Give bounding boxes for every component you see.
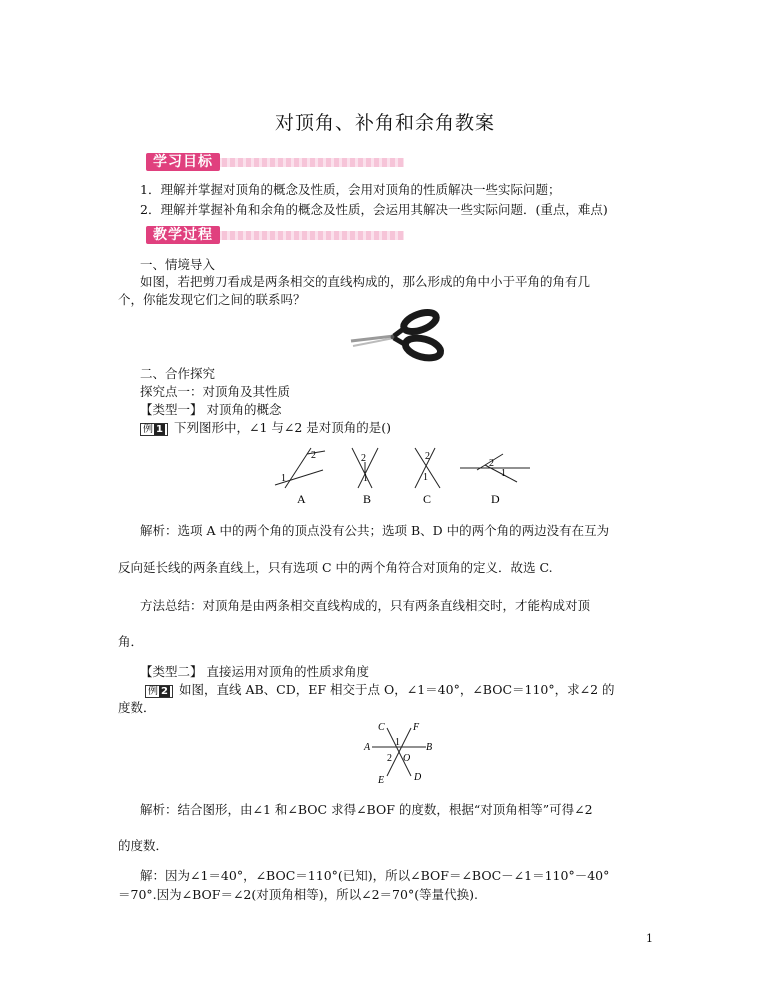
objective-item-1: 1．理解并掌握对顶角的概念及性质，会用对顶角的性质解决一些实际问题； [140,182,561,197]
explore-point: 探究点一：对顶角及其性质 [140,384,291,399]
angle-label-1: 1 [281,473,286,484]
example2-figure [360,718,440,788]
example1-summary-line2: 角． [118,634,144,649]
example2-solution-line1: 解：因为∠1＝40°，∠BOC＝110°(已知)，所以∠BOF＝∠BOC－∠1＝110°－40° [140,868,610,883]
example2-badge: 例 2 [145,685,173,698]
angle-label-2: 2 [425,451,430,462]
angle-label-2: 2 [387,753,392,764]
process-header: 教学过程 [146,226,220,244]
point-label-d: D [414,772,422,783]
example2-solution-line2: ＝70°.因为∠BOF＝∠2(对顶角相等)，所以∠2＝70°(等量代换). [118,887,478,902]
example2-question-line2: 度数． [118,700,156,715]
angle-label-1: 1 [501,468,506,479]
example1-badge: 例 1 [140,423,168,436]
type2-heading: 【类型二】 直接运用对顶角的性质求角度 [140,664,369,679]
banner-decoration [206,231,404,240]
option-d-label: D [491,492,500,506]
angle-label-2: 2 [361,453,366,464]
page-number: 1 [646,932,653,945]
option-b-label: B [363,492,372,506]
point-label-c: C [378,722,385,733]
objective-item-2: 2．理解并掌握补角和余角的概念及性质，会运用其解决一些实际问题．(重点，难点) [140,202,608,217]
point-label-b: B [426,742,433,753]
point-label-f: F [413,722,420,733]
option-c-label: C [423,492,432,506]
angle-label-1: 1 [395,737,400,748]
example2-analysis-line2: 的度数． [118,838,169,853]
objectives-banner [146,153,404,171]
example1-analysis-line1: 解析：选项 A 中的两个角的顶点没有公共；选项 B、D 中的两个角的两边没有在互为 [140,523,610,538]
angle-label-1: 1 [423,472,428,483]
type1-heading: 【类型一】 对顶角的概念 [140,402,282,417]
example1-question-text: 下列图形中，∠1 与∠2 是对顶角的是() [173,420,392,435]
angle-label-1: 1 [363,473,368,484]
banner-decoration [206,158,404,167]
figure-d [460,454,530,506]
point-label-e: E [378,775,385,786]
process-banner [146,226,404,244]
example1-figures [255,440,540,510]
option-a-label: A [297,492,306,506]
example1-summary-line1: 方法总结：对顶角是由两条相交直线构成的，只有两条直线相交时，才能构成对顶 [140,598,591,613]
figure-a [275,448,325,506]
section1-text-line1: 如图，若把剪刀看成是两条相交的直线构成的，那么形成的角中小于平角的角有几 [140,274,591,289]
figure-b [352,448,378,506]
objectives-header: 学习目标 [146,153,220,171]
figure-c [415,448,440,506]
point-label-o: O [403,753,411,764]
document-title: 对顶角、补角和余角教案 [274,112,495,134]
angle-label-2: 2 [311,450,316,461]
example1-analysis-line2: 反向延长线的两条直线上，只有选项 C 中的两个角符合对顶角的定义．故选 C. [118,560,553,575]
example1-question [140,418,391,436]
point-label-a: A [364,742,371,753]
section1-title: 一、情境导入 [140,257,216,272]
scissors-image [348,305,448,365]
section1-text-line2: 个，你能发现它们之间的联系吗？ [118,292,306,307]
example2-analysis-line1: 解析：结合图形，由∠1 和∠BOC 求得∠BOF 的度数，根据“对顶角相等”可得∠2 [140,802,593,817]
example2-question-line1: 例 2 如图，直线 AB、CD，EF 相交于点 O，∠1＝40°，∠BOC＝110°，求∠2 的 [145,680,615,698]
section2-title: 二、合作探究 [140,366,216,381]
angle-label-2: 2 [489,458,494,469]
